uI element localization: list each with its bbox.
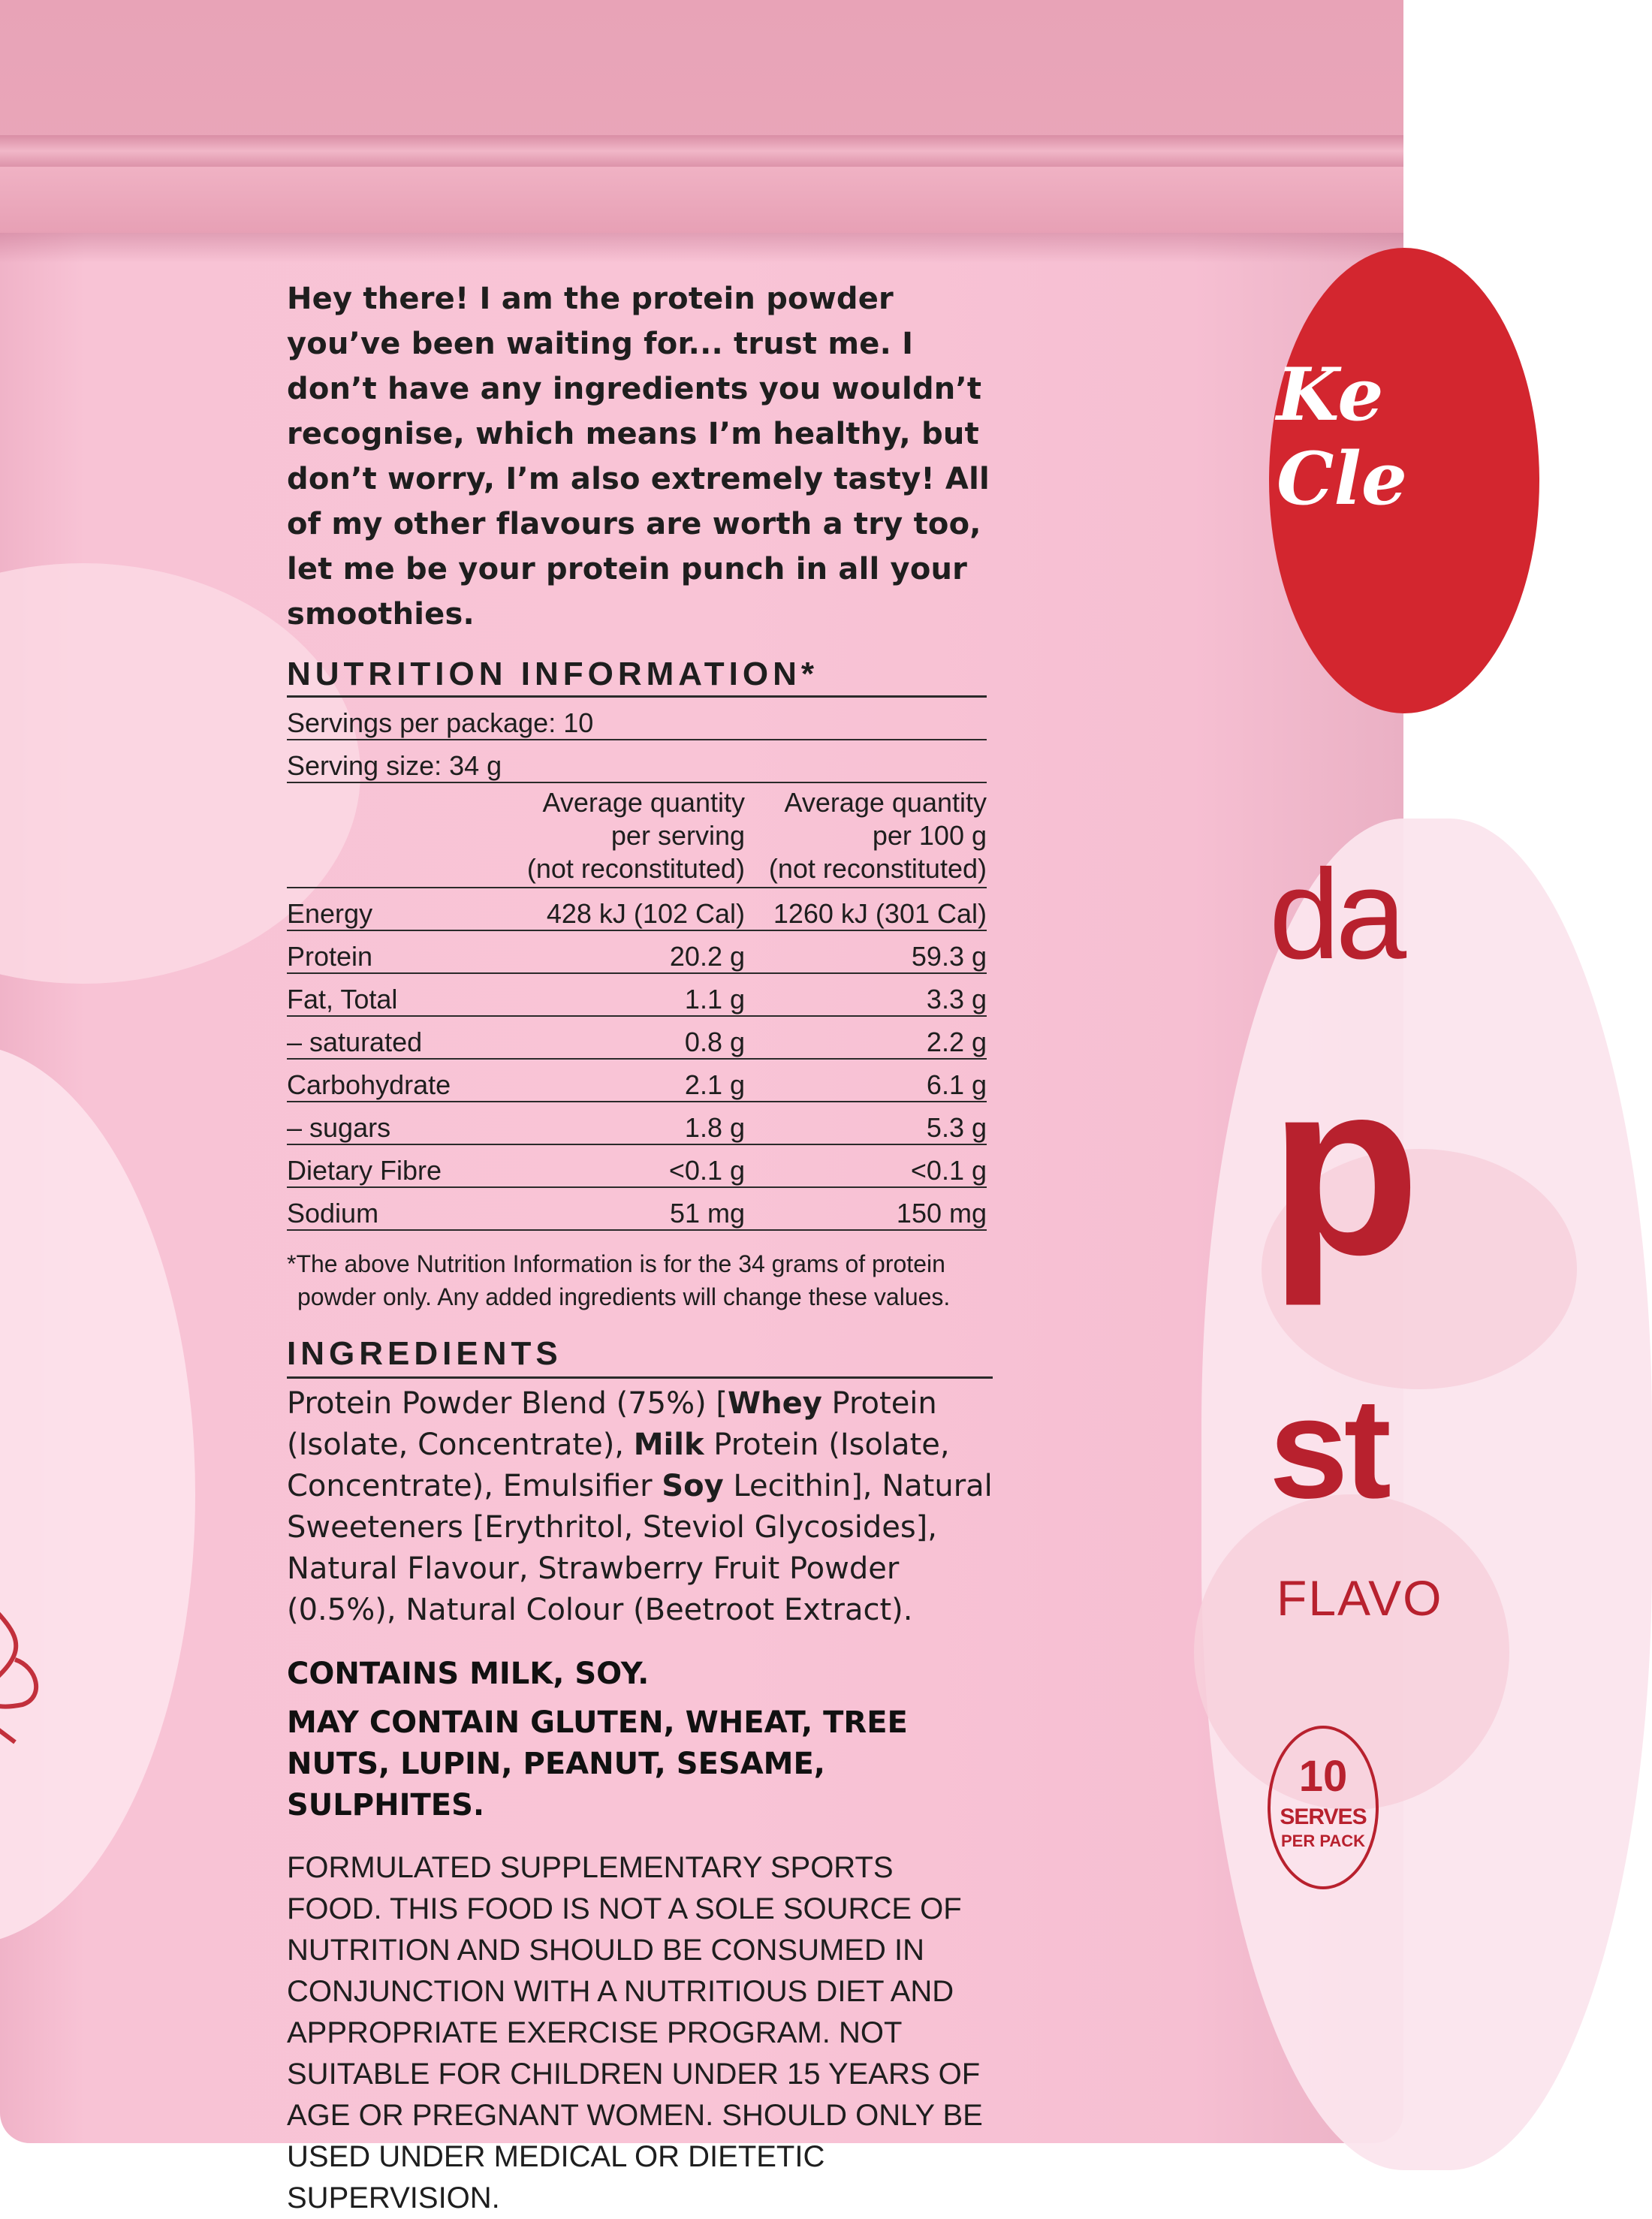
logo-line-1: Ke bbox=[1277, 352, 1384, 437]
header-line: per 100 g bbox=[872, 820, 987, 851]
decorative-leaf-icon bbox=[0, 1562, 60, 1742]
per-serving-value: 51 mg bbox=[512, 1187, 745, 1230]
table-row bbox=[287, 1016, 987, 1059]
nutrient-name: Energy bbox=[287, 888, 512, 930]
canister-lid bbox=[0, 0, 1403, 233]
table-row bbox=[287, 1144, 987, 1187]
table-row bbox=[287, 973, 987, 1016]
brand-logo bbox=[1277, 353, 1427, 521]
product-name-line-3: st bbox=[1269, 1369, 1387, 1528]
serves-label: SERVES bbox=[1280, 1804, 1367, 1829]
divider bbox=[287, 1376, 993, 1379]
header-line: per serving bbox=[610, 820, 745, 851]
product-name-line-2: p bbox=[1269, 1029, 1412, 1306]
servings-per-package: Servings per package: 10 bbox=[287, 697, 987, 740]
ingredient-text: Protein (Isolate, Concentrate), Emulsifier bbox=[287, 1428, 950, 1503]
nutrient-name: Sodium bbox=[287, 1187, 512, 1230]
nutrient-name: – saturated bbox=[287, 1016, 512, 1059]
nutrition-footnote bbox=[287, 1247, 993, 1313]
nutrient-name: Protein bbox=[287, 930, 512, 973]
per-serving-value: 20.2 g bbox=[512, 930, 745, 973]
serves-sub-label: PER PACK bbox=[1280, 1832, 1366, 1850]
ingredient-text: Lecithin], Natural Sweeteners [Erythritol, Steviol Glycosides], Natural Flavour, Strawberry Fruit Powder (0.5%), Natural Colour (Beetroot Extract). bbox=[287, 1469, 993, 1627]
ingredient-text: Protein Powder Blend (75%) [ bbox=[287, 1386, 728, 1421]
nutrient-name: Carbohydrate bbox=[287, 1059, 512, 1102]
header-blank bbox=[287, 782, 512, 888]
ingredient-allergen: Whey bbox=[728, 1386, 822, 1421]
ingredient-allergen: Soy bbox=[662, 1469, 724, 1503]
per-100g-value: 5.3 g bbox=[745, 1102, 987, 1144]
nutrient-name: – sugars bbox=[287, 1102, 512, 1144]
per-serving-value: 1.1 g bbox=[512, 973, 745, 1016]
per-serving-value: 428 kJ (102 Cal) bbox=[512, 888, 745, 930]
table-row bbox=[287, 888, 987, 930]
nutrient-name: Fat, Total bbox=[287, 973, 512, 1016]
header-line: (not reconstituted) bbox=[526, 853, 745, 884]
lid-shadow bbox=[0, 233, 1403, 263]
per-100g-value: 3.3 g bbox=[745, 973, 987, 1016]
per-100g-value: 59.3 g bbox=[745, 930, 987, 973]
per-serving-value: 1.8 g bbox=[512, 1102, 745, 1144]
ingredients-title: INGREDIENTS bbox=[287, 1335, 562, 1372]
header-line: Average quantity bbox=[784, 787, 987, 818]
flavour-label: FLAVO bbox=[1277, 1570, 1443, 1626]
serves-number: 10 bbox=[1298, 1752, 1348, 1801]
nutrition-table bbox=[287, 695, 987, 1231]
logo-line-2: Cle bbox=[1277, 436, 1407, 521]
per-100g-value: 1260 kJ (301 Cal) bbox=[745, 888, 987, 930]
intro-text: Hey there! I am the protein powder you’ve been waiting for... trust me. I don’t have any ingredients you wouldn’t recognise, which means I’m healthy, but don’t worry, I’m also extremely tasty! All of my other flavours are worth a try too, let me be your protein punch in all your smoothies. bbox=[287, 282, 990, 632]
footnote-line: *The above Nutrition Information is for the 34 grams of protein bbox=[287, 1250, 945, 1277]
table-row bbox=[287, 697, 987, 740]
ingredients-list bbox=[287, 1383, 993, 1631]
per-100g-value: <0.1 g bbox=[745, 1144, 987, 1187]
lid-band bbox=[0, 167, 1403, 233]
table-header-row bbox=[287, 782, 987, 888]
decorative-shape bbox=[0, 1044, 195, 1945]
may-contain-statement: MAY CONTAIN GLUTEN, WHEAT, TREE NUTS, LUPIN, PEANUT, SESAME, SULPHITES. bbox=[287, 1705, 908, 1823]
header-per-serving bbox=[512, 782, 745, 888]
serving-size: Serving size: 34 g bbox=[287, 740, 987, 782]
header-per-100g bbox=[745, 782, 987, 888]
regulatory-warning: FORMULATED SUPPLEMENTARY SPORTS FOOD. THIS FOOD IS NOT A SOLE SOURCE OF NUTRITION AND SHOULD BE CONSUMED IN CONJUNCTION WITH A NUTRITIOUS DIET AND APPROPRIATE EXERCISE PROGRAM. NOT SUITABLE FOR CHILDREN UNDER 15 YEARS OF AGE OR PREGNANT WOMEN. SHOULD ONLY BE USED UNDER MEDICAL OR DIETETIC SUPERVISION. bbox=[287, 1851, 983, 2214]
lid-rim bbox=[0, 135, 1403, 167]
table-row bbox=[287, 1102, 987, 1144]
header-line: (not reconstituted) bbox=[768, 853, 987, 884]
ingredient-allergen: Milk bbox=[633, 1428, 704, 1462]
header-line: Average quantity bbox=[542, 787, 745, 818]
product-name-line-1: da bbox=[1269, 843, 1403, 986]
per-serving-value: <0.1 g bbox=[512, 1144, 745, 1187]
table-row bbox=[287, 740, 987, 782]
per-serving-value: 0.8 g bbox=[512, 1016, 745, 1059]
back-label bbox=[287, 276, 993, 2219]
serves-badge bbox=[1268, 1726, 1379, 1889]
ingredient-text: Protein (Isolate, Concentrate), bbox=[287, 1386, 937, 1462]
table-row bbox=[287, 1187, 987, 1230]
footnote-line: powder only. Any added ingredients will change these values. bbox=[297, 1283, 951, 1310]
table-row bbox=[287, 930, 987, 973]
per-100g-value: 6.1 g bbox=[745, 1059, 987, 1102]
per-serving-value: 2.1 g bbox=[512, 1059, 745, 1102]
nutrient-name: Dietary Fibre bbox=[287, 1144, 512, 1187]
per-100g-value: 150 mg bbox=[745, 1187, 987, 1230]
nutrition-title: NUTRITION INFORMATION* bbox=[287, 656, 819, 692]
table-row bbox=[287, 1059, 987, 1102]
contains-statement: CONTAINS MILK, SOY. bbox=[287, 1657, 650, 1691]
per-100g-value: 2.2 g bbox=[745, 1016, 987, 1059]
